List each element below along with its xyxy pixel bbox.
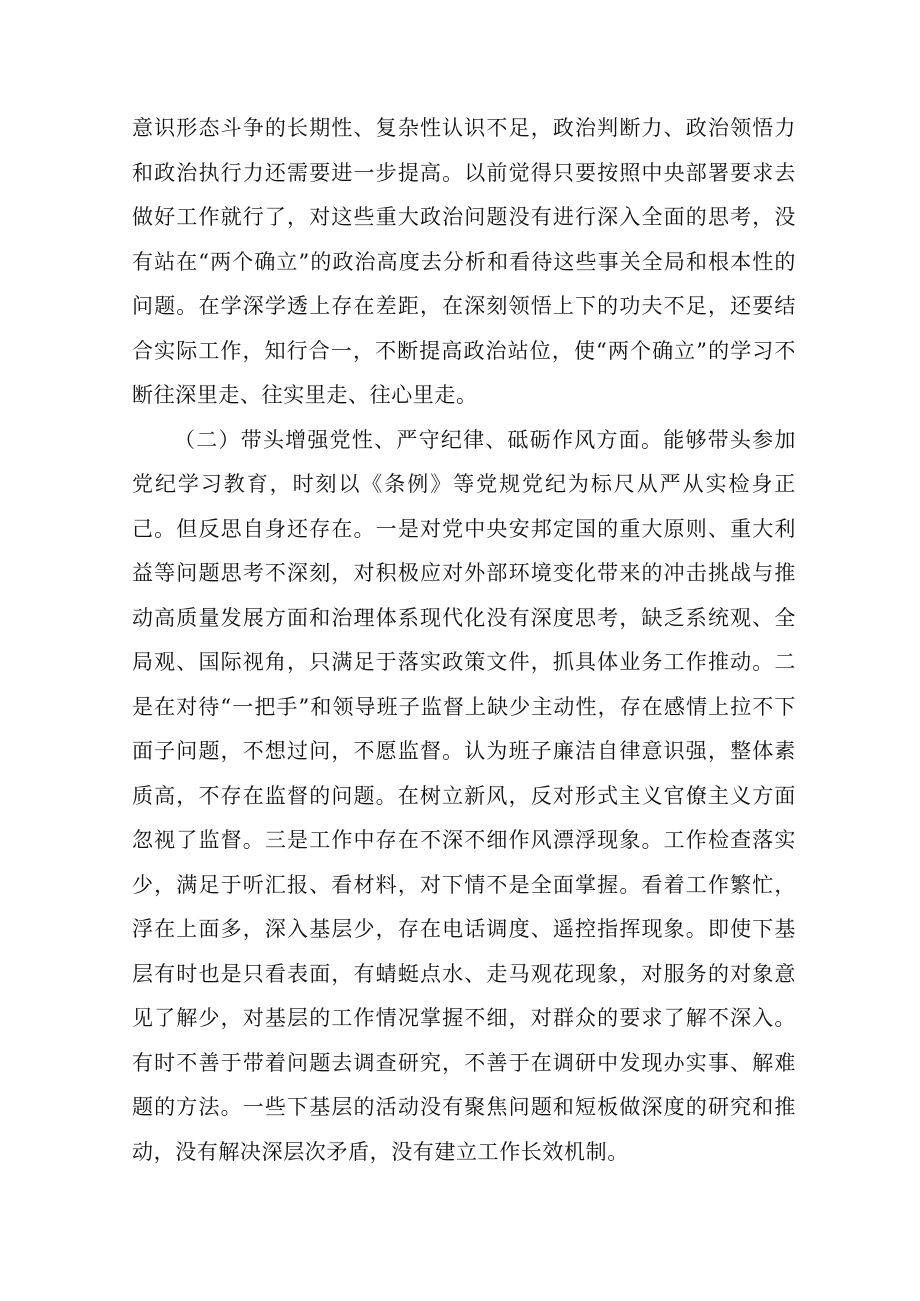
document-body (132, 106, 796, 1174)
paragraph-section-two: （二）带头增强党性、严守纪律、砥砺作风方面。能够带头参加党纪学习教育，时刻以《条例》等党规党纪为标尺从严从实检身正己。但反思自身还存在。一是对党中央安邦定国的重大原则、重大利益等问题思考不深刻，对积极应对外部环境变化带来的冲击挑战与推动高质量发展方面和治理体系现代化没有深度思考，缺乏系统观、全局观、国际视角，只满足于落实政策文件，抓具体业务工作推动。二是在对待“一把手”和领导班子监督上缺少主动性，存在感情上拉不下面子问题，不想过问，不愿监督。认为班子廉洁自律意识强，整体素质高，不存在监督的问题。在树立新风，反对形式主义官僚主义方面忽视了监督。三是工作中存在不深不细作风漂浮现象。工作检查落实少，满足于听汇报、看材料，对下情不是全面掌握。看着工作繁忙，浮在上面多，深入基层少，存在电话调度、遥控指挥现象。即使下基层有时也是只看表面，有蜻蜓点水、走马观花现象，对服务的对象意见了解少，对基层的工作情况掌握不细，对群众的要求了解不深入。有时不善于带着问题去调查研究，不善于在调研中发现办实事、解难题的方法。一些下基层的活动没有聚焦问题和短板做深度的研究和推动，没有解决深层次矛盾，没有建立工作长效机制。 (132, 427, 796, 1164)
paragraph-continuation: 意识形态斗争的长期性、复杂性认识不足，政治判断力、政治领悟力和政治执行力还需要进一步提高。以前觉得只要按照中央部署要求去做好工作就行了，对这些重大政治问题没有进行深入全面的思考，没有站在“两个确立”的政治高度去分析和看待这些事关全局和根本性的问题。在学深学透上存在差距，在深刻领悟上下的功夫不足，还要结合实际工作，知行合一，不断提高政治站位，使“两个确立”的学习不断往深里走、往实里走、往心里走。 (132, 116, 796, 407)
